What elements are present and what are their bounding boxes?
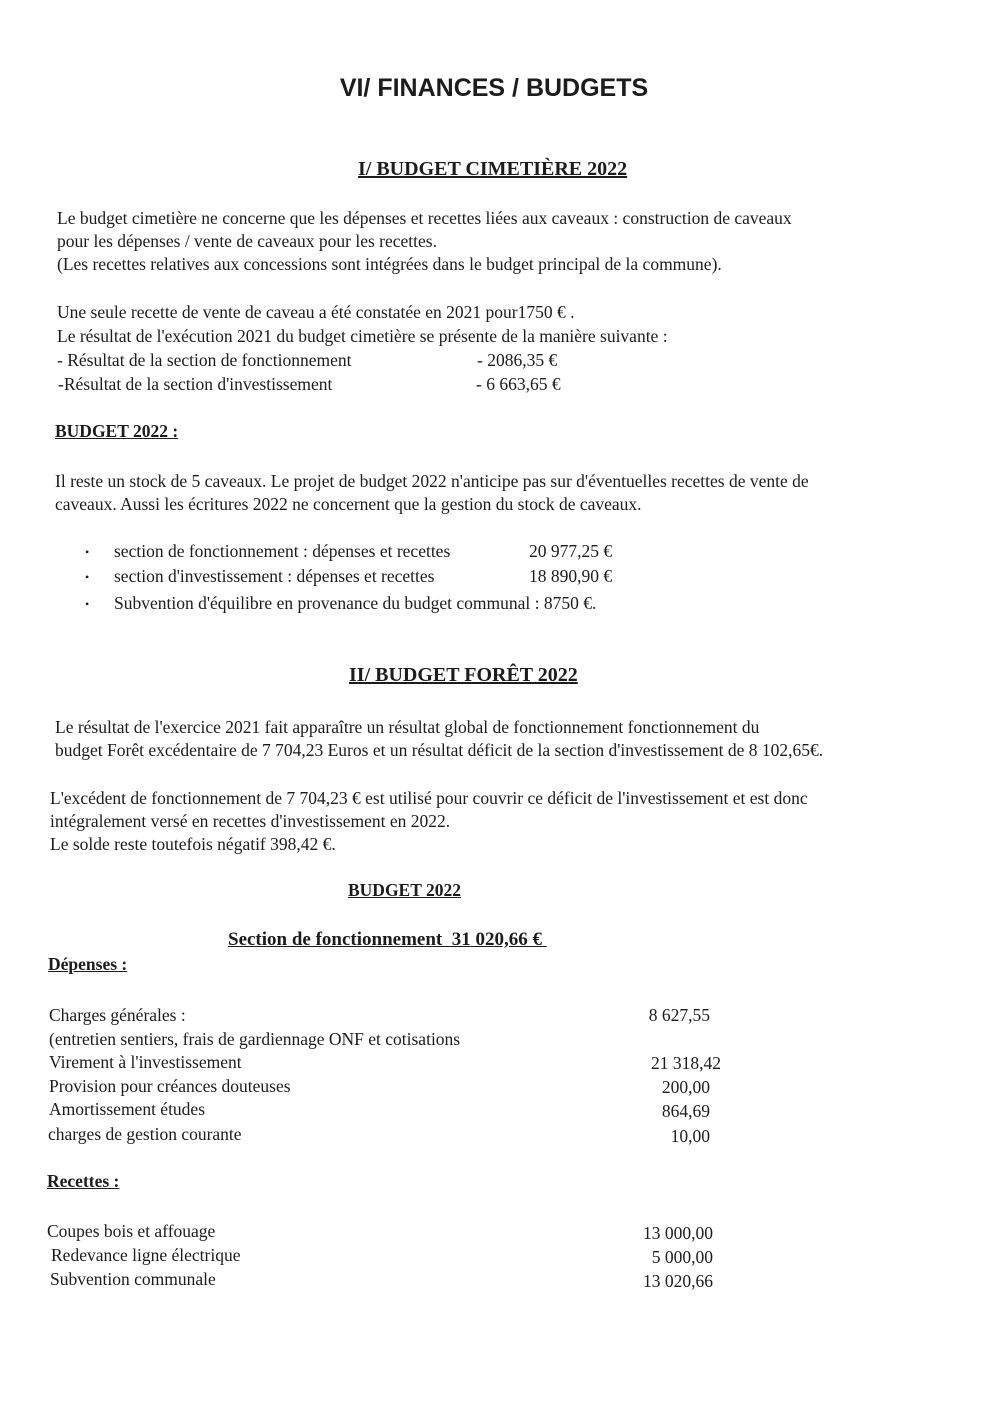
page-title: VI/ FINANCES / BUDGETS — [339, 74, 649, 102]
depenses-label: Dépenses : — [48, 954, 128, 974]
recettes-label: Recettes : — [47, 1171, 120, 1191]
depense-value: 10,00 — [670, 1126, 710, 1146]
cimetiere-stock-text — [55, 470, 809, 516]
depense-label: Charges générales : — [49, 1005, 186, 1025]
depense-value: 8 627,55 — [648, 1005, 710, 1025]
recette-value: 5 000,00 — [651, 1247, 713, 1267]
bullet-label: section de fonctionnement : dépenses et recettes — [114, 541, 451, 561]
result-label: - Résultat de la section de fonctionnement — [57, 350, 352, 370]
section-fonctionnement-title: Section de fonctionnement 31 020,66 € — [228, 929, 547, 950]
recette-label: Subvention communale — [50, 1269, 216, 1289]
recette-value: 13 020,66 — [643, 1271, 713, 1291]
text-line: (Les recettes relatives aux concessions sont intégrées dans le budget principal de la commune). — [57, 254, 722, 274]
result-value: - 2086,35 € — [477, 350, 558, 370]
cimetiere-resultat-line: Le résultat de l'exécution 2021 du budget cimetière se présente de la manière suivante : — [57, 326, 668, 346]
depense-label: Amortissement études — [49, 1099, 206, 1119]
depense-label: charges de gestion courante — [48, 1124, 242, 1144]
text-line: Le budget cimetière ne concerne que les dépenses et recettes liées aux caveaux : construction de caveaux — [57, 208, 792, 228]
section-heading-cimetiere: I/ BUDGET CIMETIÈRE 2022 — [358, 158, 628, 180]
cimetiere-intro — [57, 207, 792, 276]
text-line: caveaux. Aussi les écritures 2022 ne concernent que la gestion du stock de caveaux. — [55, 494, 642, 514]
depense-value: 864,69 — [661, 1101, 710, 1121]
depense-value: 21 318,42 — [651, 1053, 721, 1073]
depense-label: (entretien sentiers, frais de gardiennage ONF et cotisations — [49, 1029, 461, 1049]
text-line: Le solde reste toutefois négatif 398,42 €. — [50, 834, 336, 854]
depense-value: 200,00 — [661, 1077, 710, 1097]
text-line: Il reste un stock de 5 caveaux. Le projet de budget 2022 n'anticipe pas sur d'éventuelles recettes de vente de — [55, 471, 809, 491]
foret-para2 — [50, 787, 808, 856]
recette-label: Coupes bois et affouage — [47, 1221, 216, 1241]
recette-value: 13 000,00 — [643, 1223, 713, 1243]
bullet-icon: • — [85, 597, 90, 611]
bullet-label: section d'investissement : dépenses et recettes — [114, 566, 435, 586]
text-line: L'excédent de fonctionnement de 7 704,23 € est utilisé pour couvrir ce déficit de l'investissement et est donc — [50, 788, 808, 808]
section-heading-foret: II/ BUDGET FORÊT 2022 — [349, 664, 578, 686]
text-line: pour les dépenses / vente de caveaux pour les recettes. — [57, 231, 437, 251]
bullet-icon: • — [85, 570, 90, 584]
bullet-icon: • — [85, 545, 90, 559]
bullet-value: 20 977,25 € — [529, 541, 613, 561]
foret-para1 — [55, 716, 823, 762]
result-value: - 6 663,65 € — [476, 374, 561, 394]
depense-label: Virement à l'investissement — [49, 1052, 242, 1072]
budget-2022-label: BUDGET 2022 : — [55, 421, 179, 441]
recette-label: Redevance ligne électrique — [51, 1245, 241, 1265]
cimetiere-recette-line: Une seule recette de vente de caveau a été constatée en 2021 pour1750 € . — [57, 302, 575, 322]
result-label: -Résultat de la section d'investissement — [58, 374, 333, 394]
text-line: budget Forêt excédentaire de 7 704,23 Euros et un résultat déficit de la section d'investissement de 8 102,65€. — [55, 740, 824, 760]
text-line: Le résultat de l'exercice 2021 fait apparaître un résultat global de fonctionnement fonctionnement du — [55, 717, 760, 737]
foret-budget-label: BUDGET 2022 — [348, 880, 461, 900]
text-line: intégralement versé en recettes d'investissement en 2022. — [50, 811, 451, 831]
bullet-value: 18 890,90 € — [529, 566, 613, 586]
depense-label: Provision pour créances douteuses — [49, 1076, 291, 1096]
bullet-label: Subvention d'équilibre en provenance du budget communal : 8750 €. — [114, 593, 597, 613]
